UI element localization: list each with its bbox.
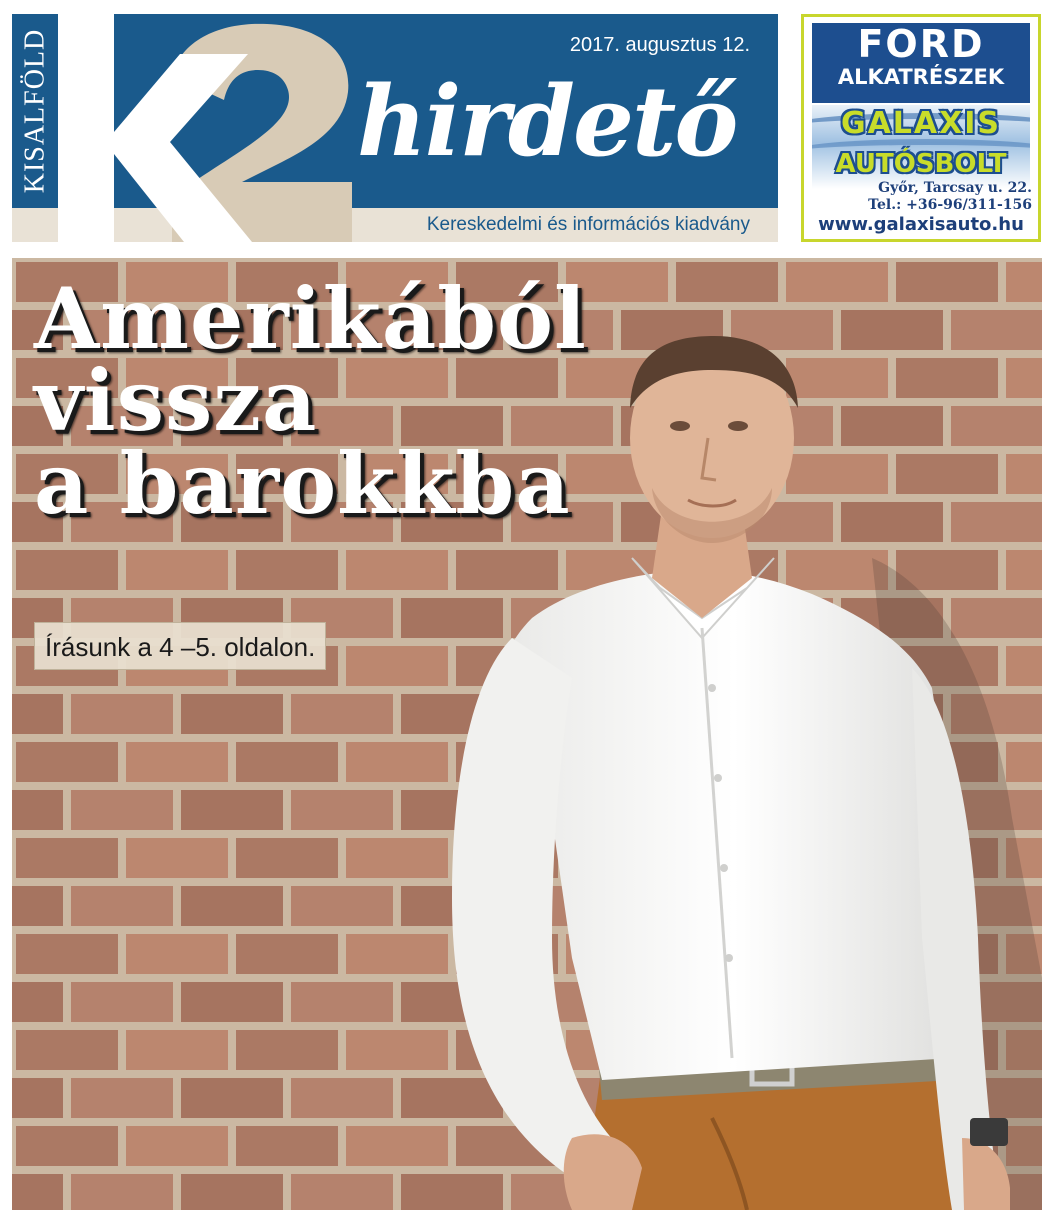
headline-line: vissza	[34, 351, 318, 451]
ad-address: Győr, Tarcsay u. 22.	[878, 180, 1032, 196]
ad-autosbolt-text: AUTÓSBOLT	[835, 149, 1007, 179]
shirt-button	[714, 774, 722, 782]
cover-headline	[34, 269, 587, 533]
cover-photo	[12, 258, 1042, 1210]
ad-website-link[interactable]: www.galaxisauto.hu	[818, 214, 1024, 235]
headline-line: Amerikából	[34, 269, 587, 368]
headline-line: a barokkba	[34, 433, 571, 533]
publication-tagline: Kereskedelmi és információs kiadvány	[426, 214, 750, 235]
ford-parts-ad[interactable]	[801, 14, 1041, 242]
shirt-button	[725, 954, 733, 962]
ad-ford-text: FORD	[857, 22, 985, 66]
ad-galaxis-text: GALAXIS	[840, 106, 1002, 141]
k2-logo	[52, 14, 362, 242]
ad-header-block	[812, 23, 1030, 103]
ad-phone: Tel.: +36-96/311-156	[868, 197, 1032, 213]
article-page-reference[interactable]: Írásunk a 4 –5. oldalon.	[34, 622, 326, 670]
issue-date: 2017. augusztus 12.	[569, 34, 750, 56]
shirt-button	[708, 684, 716, 692]
shirt-button	[720, 864, 728, 872]
ad-brand-band	[812, 105, 1030, 189]
brand-name-vertical: KISALFÖLD	[19, 28, 50, 194]
masthead	[12, 14, 778, 242]
wristwatch	[970, 1118, 1008, 1146]
publication-title: hirdető	[357, 65, 737, 178]
ad-parts-text: ALKATRÉSZEK	[837, 65, 1005, 89]
